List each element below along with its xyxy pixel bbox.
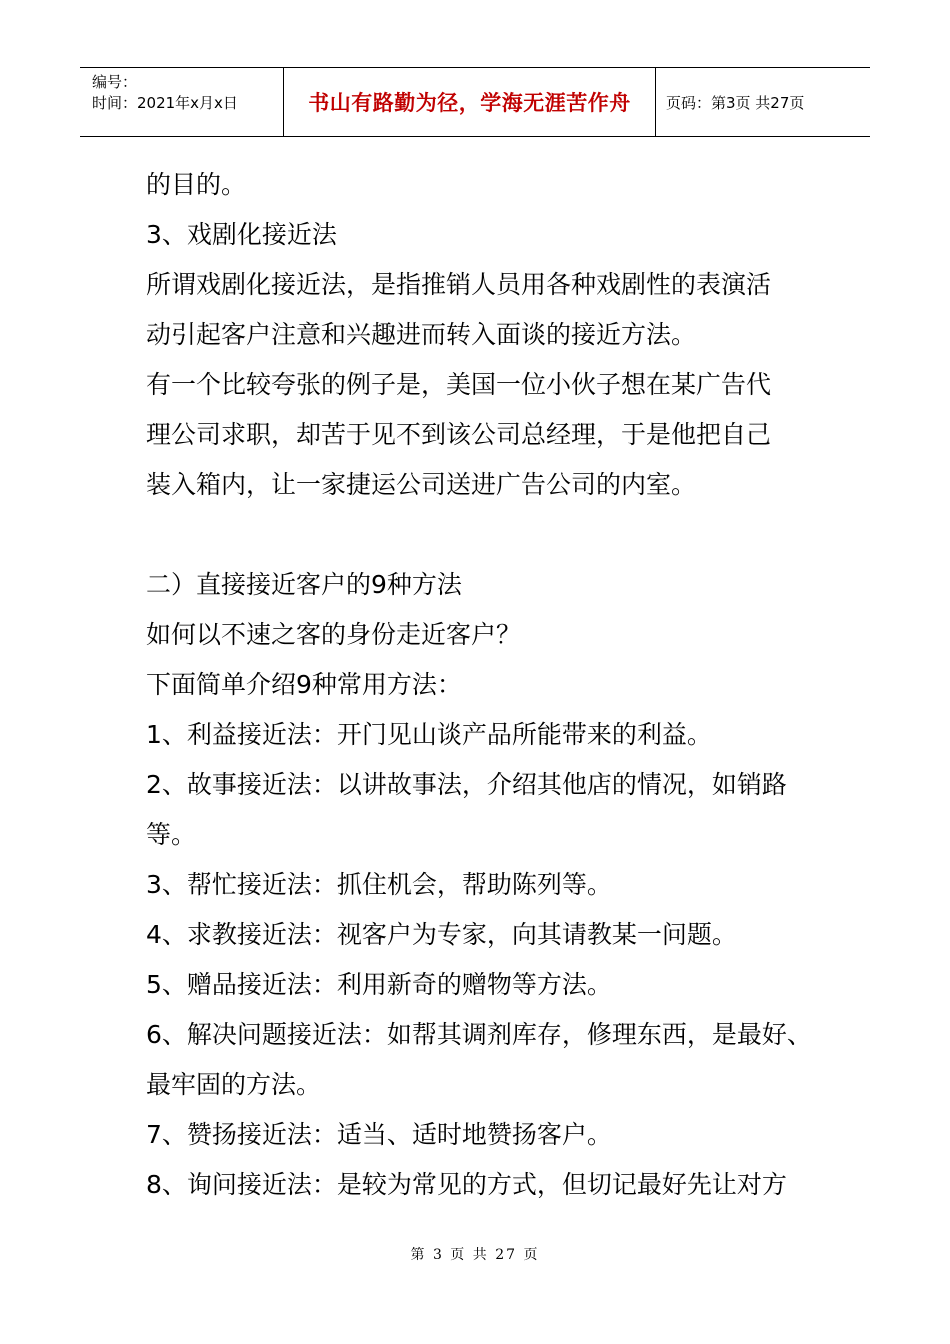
body-line: 有一个比较夸张的例子是，美国一位小伙子想在某广告代 (146, 370, 772, 399)
list-item: 8、询问接近法：是较为常见的方式，但切记最好先让对方 (146, 1170, 787, 1199)
list-item: 3、帮忙接近法：抓住机会，帮助陈列等。 (146, 870, 612, 899)
list-item-continuation: 等。 (146, 820, 197, 849)
list-item: 4、求教接近法：视客户为专家，向其请教某一问题。 (146, 920, 737, 949)
body-line: 如何以不速之客的身份走近客户？ (146, 620, 522, 649)
body-line: 下面简单介绍9种常用方法： (146, 670, 462, 699)
header-motto: 书山有路勤为径，学海无涯苦作舟 (308, 91, 631, 115)
body-line: 动引起客户注意和兴趣进而转入面谈的接近方法。 (146, 320, 697, 349)
document-body (146, 160, 836, 1210)
list-item: 5、赠品接近法：利用新奇的赠物等方法。 (146, 970, 612, 999)
header-page-cell (656, 68, 870, 136)
section-heading: 二）直接接近客户的9种方法 (146, 570, 462, 599)
list-item: 7、赞扬接近法：适当、适时地赞扬客户。 (146, 1120, 612, 1149)
list-item: 1、利益接近法：开门见山谈产品所能带来的利益。 (146, 720, 712, 749)
body-line: 的目的。 (146, 170, 247, 199)
section-heading: 3、戏剧化接近法 (146, 220, 337, 249)
header-motto-cell (284, 68, 656, 136)
blank-line (146, 510, 836, 560)
document-date: 时间：2021年x月x日 (92, 94, 238, 112)
page-footer: 第 3 页 共 27 页 (410, 1247, 540, 1263)
page-header (80, 67, 870, 137)
header-meta (80, 68, 284, 136)
body-line: 装入箱内，让一家捷运公司送进广告公司的内室。 (146, 470, 697, 499)
list-item: 6、解决问题接近法：如帮其调剂库存，修理东西，是最好、 (146, 1020, 812, 1049)
header-page-info: 页码：第3页 共27页 (666, 93, 805, 112)
list-item: 2、故事接近法：以讲故事法，介绍其他店的情况，如销路 (146, 770, 787, 799)
document-number-label: 编号： (92, 73, 138, 91)
body-line: 所谓戏剧化接近法，是指推销人员用各种戏剧性的表演活 (146, 270, 772, 299)
list-item-continuation: 最牢固的方法。 (146, 1070, 322, 1099)
body-line: 理公司求职，却苦于见不到该公司总经理，于是他把自己 (146, 420, 772, 449)
